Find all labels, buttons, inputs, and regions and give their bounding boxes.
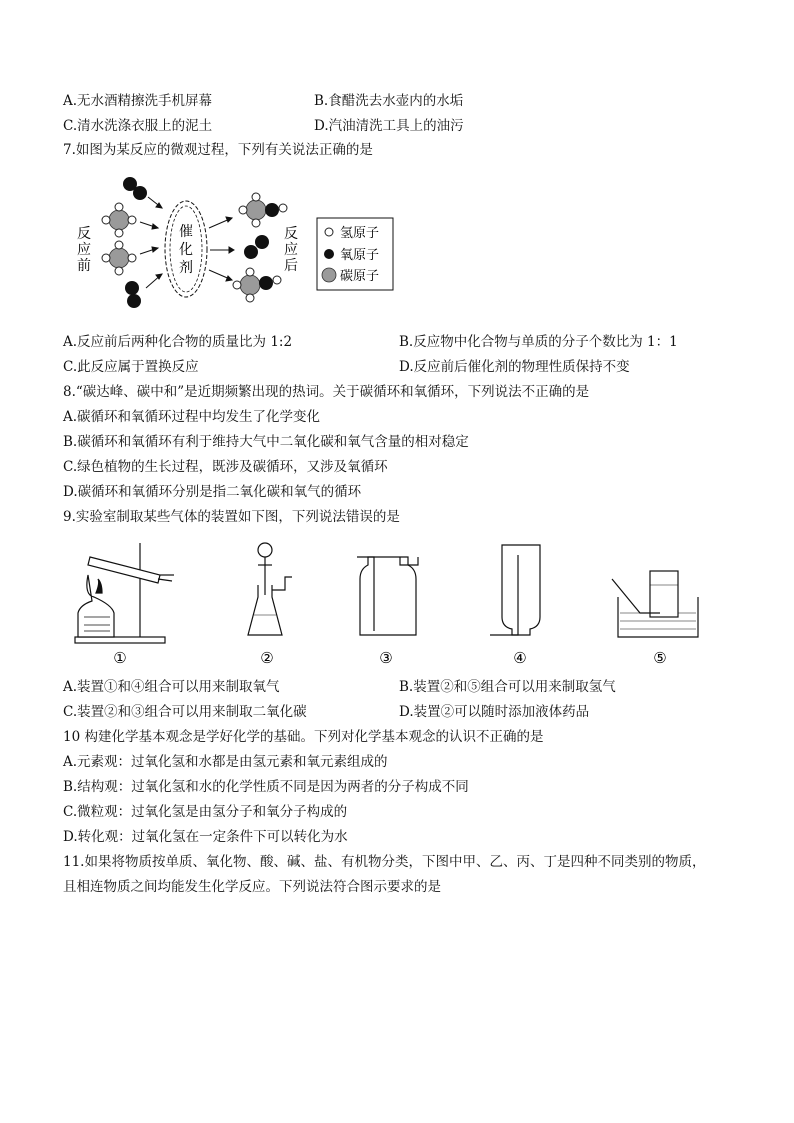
q8-option-c: C.绿色植物的生长过程，既涉及碳循环，又涉及氧循环	[63, 459, 388, 475]
legend-oxygen-icon	[324, 249, 334, 259]
legend-hydrogen-label: 氢原子	[340, 226, 380, 241]
q6-option-a: A.无水酒精擦洗手机屏幕	[63, 93, 213, 109]
q11-stem-line-1: 11.如果将物质按单质、氧化物、酸、碱、盐、有机物分类，下图中甲、乙、丙、丁是四种不同类别的物质，	[63, 854, 706, 870]
q7-option-d: D.反应前后催化剂的物理性质保持不变	[399, 359, 630, 375]
apparatus-1-heating-tube	[75, 543, 174, 643]
q9-stem: 9.实验室制取某些气体的装置如下图，下列说法错误的是	[63, 509, 400, 525]
q8-stem: 8.“碳达峰、碳中和”是近期频繁出现的热词。关于碳循环和氧循环，下列说法不正确的是	[63, 384, 590, 400]
catalyst-label-2: 化	[179, 242, 193, 258]
q7-label-after-2: 应	[284, 242, 298, 258]
q11-stem-line-2: 且相连物质之间均能发生化学反应。下列说法符合图示要求的是	[63, 879, 441, 895]
q9-option-c: C.装置②和③组合可以用来制取二氧化碳	[63, 704, 307, 720]
q6-option-c: C.清水洗涤衣服上的泥土	[63, 118, 213, 134]
q10-stem: 10 构建化学基本观念是学好化学的基础。下列对化学基本观念的认识不正确的是	[63, 729, 544, 745]
q6-option-b: B.食醋洗去水壶内的水垢	[314, 93, 464, 109]
q7-label-after-3: 后	[284, 258, 298, 274]
q9-option-a: A.装置①和④组合可以用来制取氧气	[63, 679, 280, 695]
q8-option-d: D.碳循环和氧循环分别是指二氧化碳和氧气的循环	[63, 484, 362, 500]
q9-apparatus-diagram	[70, 535, 710, 670]
q10-option-d: D.转化观：过氧化氢在一定条件下可以转化为水	[63, 829, 348, 845]
q7-reaction-diagram	[70, 170, 400, 310]
catalyst-label-1: 催	[179, 224, 193, 240]
oxygen-molecule-bottom	[125, 281, 141, 308]
apparatus-4-inverted-bottle	[490, 545, 540, 635]
apparatus-label-3: ③	[379, 649, 393, 667]
q10-option-a: A.元素观：过氧化氢和水都是由氢元素和氧元素组成的	[63, 754, 388, 770]
q8-option-b: B.碳循环和氧循环有利于维持大气中二氧化碳和氧气含量的相对稳定	[63, 434, 469, 450]
apparatus-3-gas-bottle	[357, 557, 418, 635]
q7-label-before-1: 反	[77, 226, 91, 242]
q7-option-b: B.反应物中化合物与单质的分子个数比为 1：1	[399, 334, 678, 350]
apparatus-2-flask-funnel	[248, 543, 292, 635]
product-molecule-bottom	[233, 268, 281, 302]
q10-option-b: B.结构观：过氧化氢和水的化学性质不同是因为两者的分子构成不同	[63, 779, 469, 795]
q6-option-d: D.汽油清洗工具上的油污	[314, 118, 464, 134]
q7-option-c: C.此反应属于置换反应	[63, 359, 199, 375]
q7-stem: 7.如图为某反应的微观过程，下列有关说法正确的是	[63, 142, 373, 158]
legend-hydrogen-icon	[325, 228, 333, 236]
apparatus-label-1: ①	[113, 649, 127, 667]
methane-molecule-1	[102, 203, 136, 237]
legend-carbon-icon	[322, 268, 336, 282]
q7-option-a: A.反应前后两种化合物的质量比为 1:2	[63, 334, 293, 350]
apparatus-label-4: ④	[513, 649, 527, 667]
q7-input-arrows	[140, 197, 162, 288]
q7-label-after-1: 反	[284, 226, 298, 242]
q7-label-before-2: 应	[77, 242, 91, 258]
q9-option-d: D.装置②可以随时添加液体药品	[399, 704, 590, 720]
q8-option-a: A.碳循环和氧循环过程中均发生了化学变化	[63, 409, 321, 425]
apparatus-5-water-trough	[612, 571, 698, 637]
legend-carbon-label: 碳原子	[340, 269, 380, 284]
legend-oxygen-label: 氧原子	[340, 248, 380, 263]
q9-option-b: B.装置②和⑤组合可以用来制取氢气	[399, 679, 616, 695]
q7-output-arrows	[209, 217, 234, 281]
q10-option-c: C.微粒观：过氧化氢是由氢分子和氧分子构成的	[63, 804, 348, 820]
q7-label-before-3: 前	[77, 258, 91, 274]
catalyst-label-3: 剂	[179, 260, 193, 276]
product-molecule-top	[239, 193, 287, 227]
apparatus-label-5: ⑤	[653, 649, 667, 667]
oxygen-molecule-top	[123, 177, 147, 200]
apparatus-label-2: ②	[260, 649, 274, 667]
product-oxygen-molecule	[244, 235, 269, 259]
methane-molecule-2	[102, 241, 136, 275]
